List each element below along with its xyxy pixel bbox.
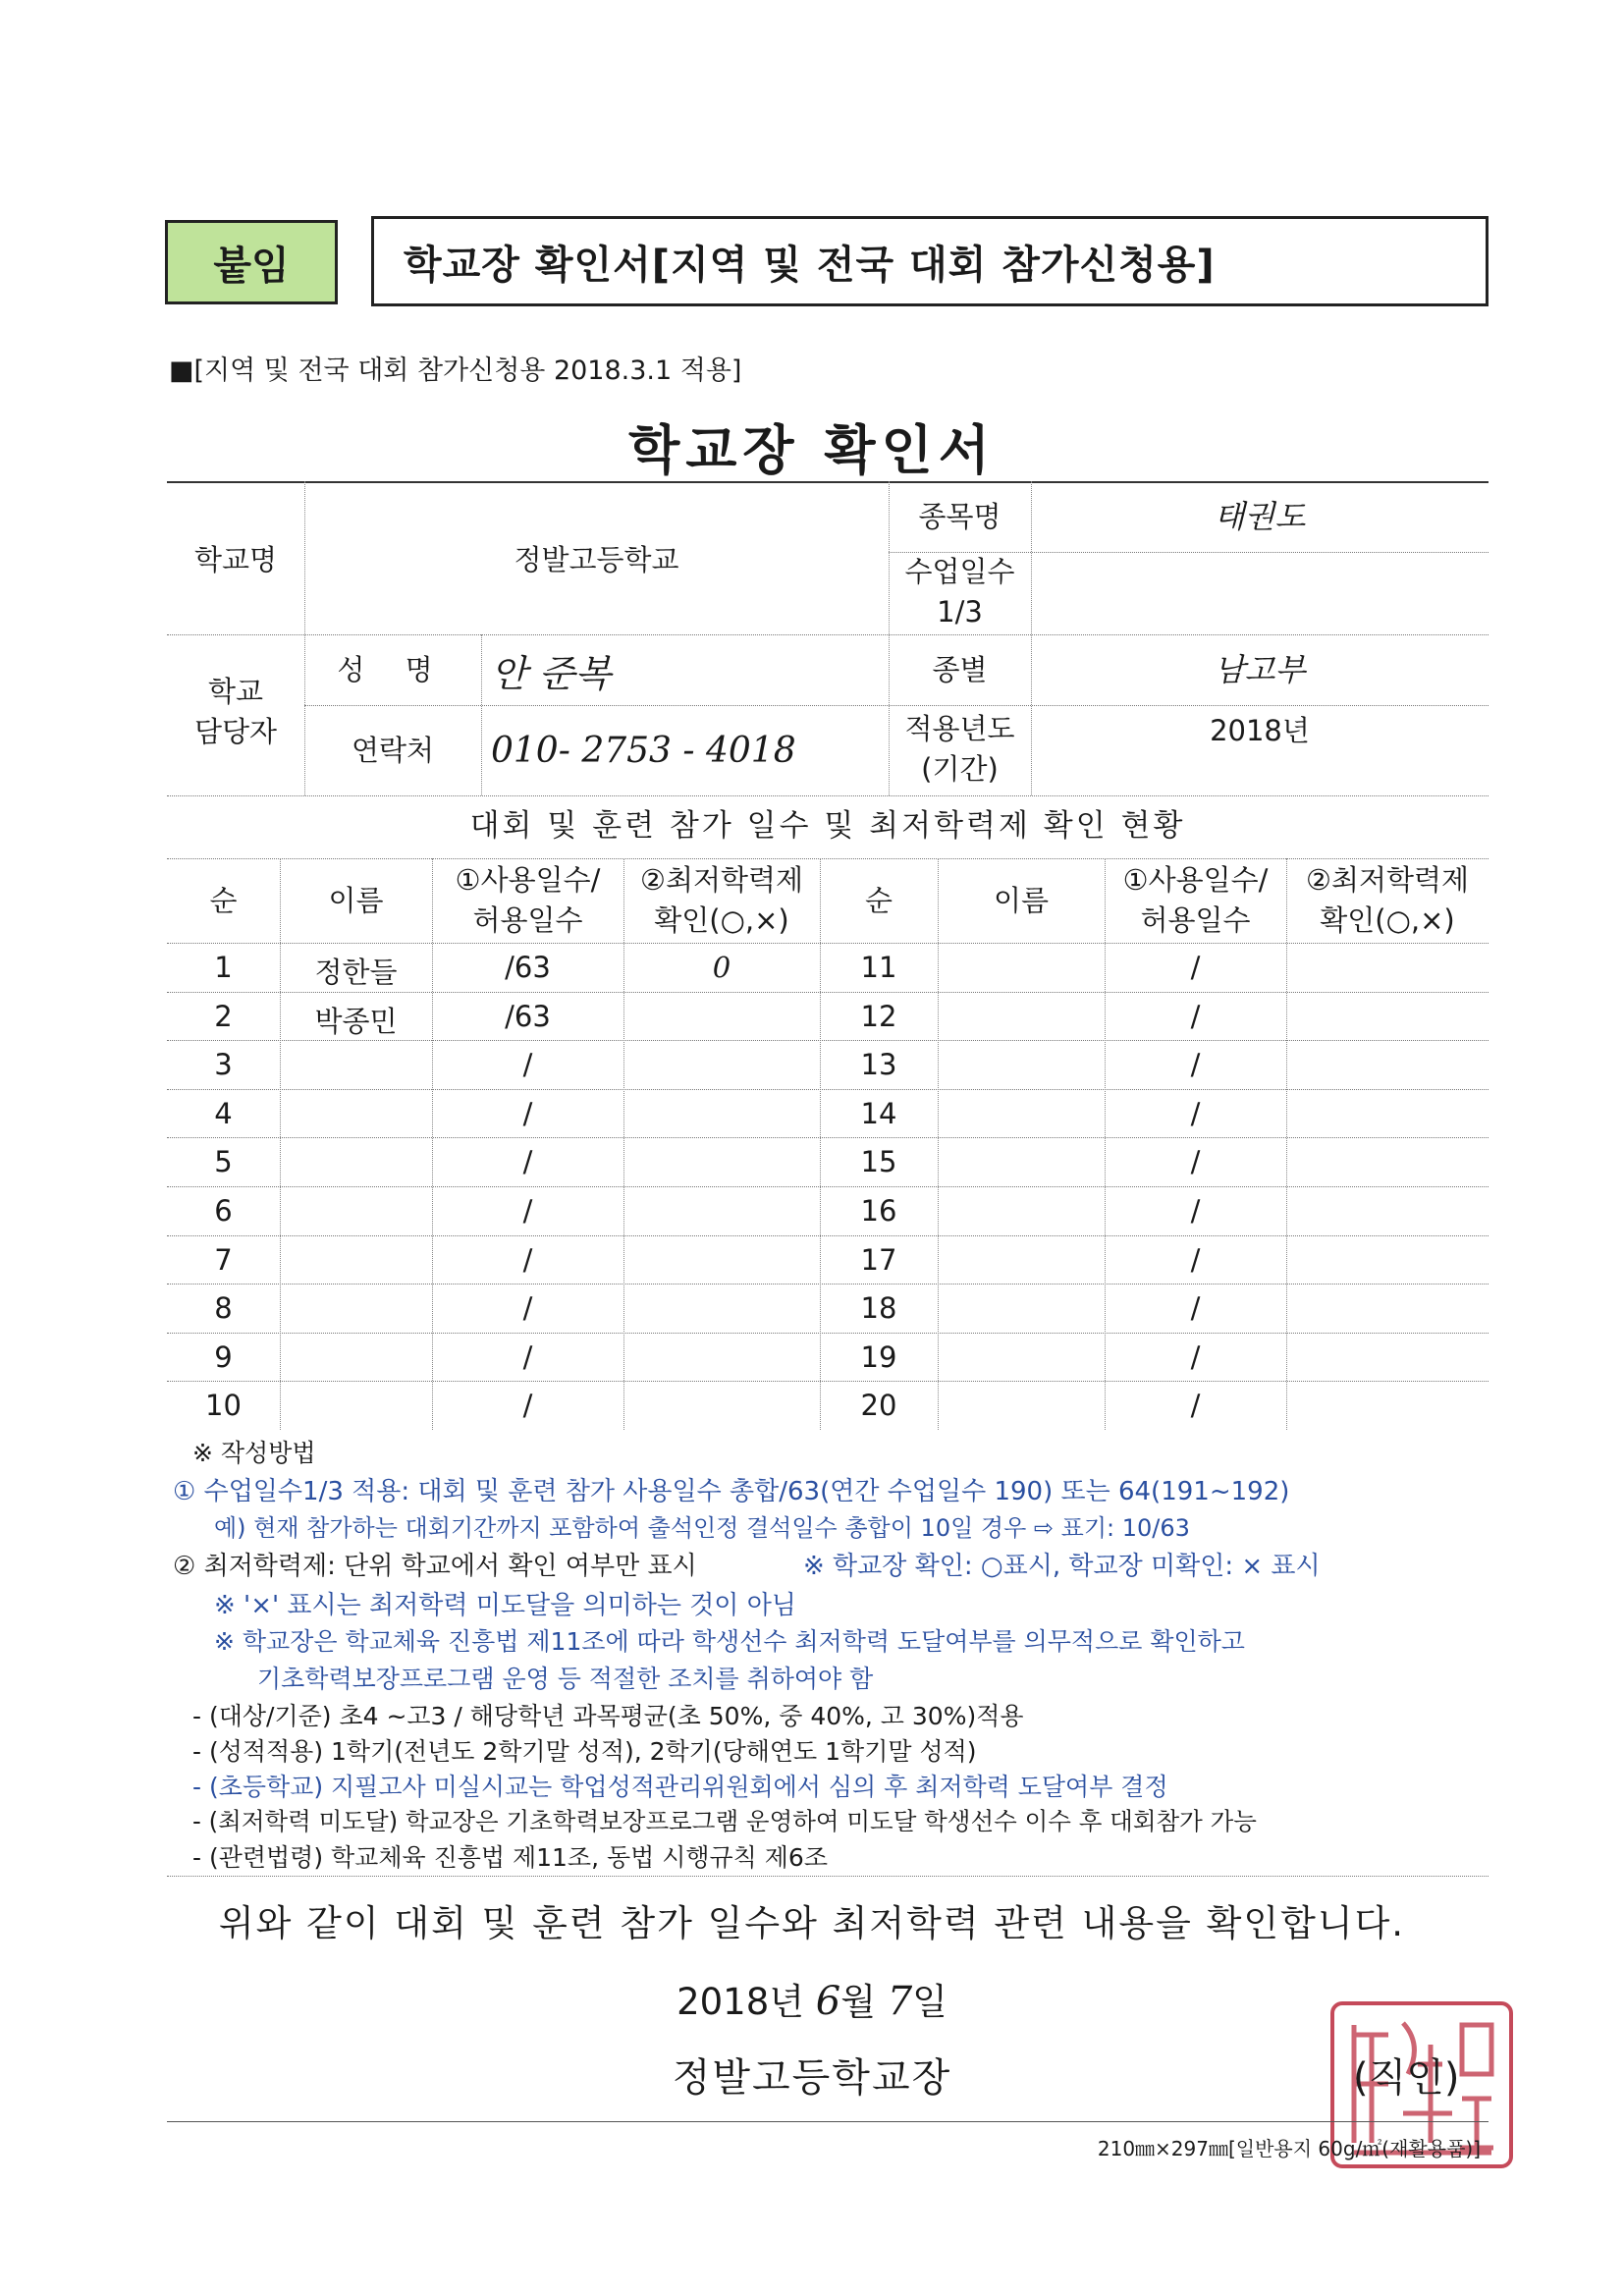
table-cell-days: /63	[505, 951, 551, 984]
table-vline	[1286, 858, 1287, 1430]
bullet-3: - (초등학교) 지필고사 미실시교는 학업성적관리위원회에서 심의 후 최저학력 도달여부 결정	[192, 1773, 1168, 1801]
table-cell-no: 15	[860, 1145, 897, 1179]
table-cell-days: /	[522, 1389, 533, 1423]
table-row-line	[167, 1040, 1489, 1041]
table-cell-no: 14	[860, 1096, 897, 1130]
table-cell-days: /	[522, 1339, 533, 1374]
col-header-check	[623, 860, 820, 940]
year-label-line2: (기간)	[921, 751, 999, 786]
col-header-days-line2: 허용일수	[472, 902, 583, 937]
table-cell-no: 1	[214, 951, 233, 984]
date-day: 7	[887, 1979, 913, 2024]
col-header-no-2: 순	[864, 884, 893, 917]
info-top-border	[167, 481, 1489, 483]
section-line	[167, 858, 1489, 859]
table-cell-days: /	[1190, 999, 1201, 1033]
table-cell-no: 18	[860, 1291, 897, 1326]
col-header-check-2	[1286, 860, 1489, 940]
table-row-line	[167, 992, 1489, 993]
bullet-2: - (성적적용) 1학기(전년도 2학기말 성적), 2학기(당해연도 1학기말 성적)	[192, 1737, 977, 1766]
note-1-example: 예) 현재 참가하는 대회기간까지 포함하여 출석인정 결석일수 총합이 10일 경우 ⇨ 표기: 10/63	[214, 1514, 1190, 1542]
category-value: 남고부	[1214, 651, 1306, 688]
category-label: 종별	[932, 653, 988, 686]
table-row-line	[167, 1137, 1489, 1138]
note-2: ② 최저학력제: 단위 학교에서 확인 여부만 표시	[173, 1552, 697, 1581]
note-3: ※ '×' 표시는 최저학력 미도달을 의미하는 것이 아님	[214, 1591, 796, 1620]
table-cell-no: 17	[860, 1242, 897, 1277]
staff-label-line2: 담당자	[193, 714, 278, 748]
notes-bottom-line	[167, 1876, 1489, 1877]
school-label: 학교명	[193, 543, 278, 576]
bullet-4: - (최저학력 미도달) 학교장은 기초학력보장프로그램 운영하여 미도달 학생선수 이수 후 대회참가 가능	[192, 1807, 1257, 1835]
table-cell-days: /	[522, 1242, 533, 1277]
table-cell-name: 박종민	[314, 1004, 398, 1038]
col-header-days-line1: ①사용일수/	[455, 863, 601, 897]
class-days-label-line1: 수업일수	[904, 555, 1015, 588]
date-month: 6	[815, 1979, 841, 2024]
table-cell-no: 16	[860, 1194, 897, 1228]
table-cell-no: 9	[214, 1339, 233, 1374]
paper-spec: 210㎜×297㎜[일반용지 60g/㎡(재활용품)]	[1097, 2137, 1481, 2160]
table-section-title: 대회 및 훈련 참가 일수 및 최저학력제 확인 현황	[469, 808, 1186, 844]
table-cell-days: /	[522, 1194, 533, 1228]
note-1: ① 수업일수1/3 적용: 대회 및 훈련 참가 사용일수 총합/63(연간 수업일수 190) 또는 64(191~192)	[173, 1477, 1290, 1506]
note-2-detail: ※ 학교장 확인: ○표시, 학교장 미확인: × 표시	[803, 1552, 1321, 1581]
table-vline	[623, 858, 624, 1430]
table-cell-no: 19	[860, 1339, 897, 1374]
footer-line	[167, 2121, 1489, 2122]
table-row-line	[167, 1381, 1489, 1382]
form-version: ■[지역 및 전국 대회 참가신청용 2018.3.1 적용]	[169, 355, 742, 386]
table-cell-no: 4	[214, 1096, 233, 1130]
col-header-days	[432, 860, 623, 940]
bullet-5: - (관련법령) 학교체육 진흥법 제11조, 동법 시행규칙 제6조	[192, 1843, 828, 1872]
table-cell-check: 0	[712, 951, 731, 984]
info-line	[304, 705, 890, 706]
table-cell-days: /	[522, 1145, 533, 1179]
table-cell-no: 12	[860, 999, 897, 1033]
year-label-line1: 적용년도	[904, 712, 1015, 745]
col-header-check-line1: ②최저학력제	[639, 863, 804, 897]
confirmation-statement: 위와 같이 대회 및 훈련 참가 일수와 최저학력 관련 내용을 확인합니다.	[218, 1902, 1406, 1944]
table-row-line	[167, 1186, 1489, 1187]
table-cell-days: /	[522, 1096, 533, 1130]
table-cell-days: /	[522, 1291, 533, 1326]
event-value: 태권도	[1214, 498, 1306, 535]
table-cell-no: 20	[860, 1389, 897, 1423]
info-line	[889, 705, 1489, 706]
date-month-unit: 월	[840, 1981, 876, 2023]
attachment-tag: 붙임	[165, 220, 338, 304]
col-header-days-2-line1: ①사용일수/	[1122, 863, 1269, 897]
table-cell-no: 11	[860, 951, 897, 984]
table-row-line	[167, 1235, 1489, 1236]
info-line	[167, 634, 1489, 635]
staff-label	[167, 672, 304, 751]
class-days-label-line2: 1/3	[937, 594, 983, 629]
table-vline	[280, 858, 281, 1430]
document-title: 학교장 확인서	[628, 419, 996, 481]
col-header-check-2-line1: ②최저학력제	[1305, 863, 1470, 897]
staff-label-line1: 학교	[207, 675, 264, 708]
col-header-days-2	[1105, 860, 1286, 940]
table-cell-days: /	[1190, 1048, 1201, 1082]
notes-heading: ※ 작성방법	[192, 1439, 316, 1467]
event-label: 종목명	[918, 500, 1001, 533]
table-cell-no: 2	[214, 999, 233, 1033]
table-cell-no: 3	[214, 1048, 233, 1082]
contact-label: 연락처	[351, 734, 435, 767]
school-value: 정발고등학교	[514, 543, 679, 576]
year-value: 2018년	[1210, 714, 1310, 747]
name-value: 안 준복	[491, 652, 612, 695]
table-cell-days: /	[1190, 1145, 1201, 1179]
table-cell-no: 7	[214, 1242, 233, 1277]
col-header-name-2: 이름	[993, 884, 1050, 917]
info-vline	[481, 634, 482, 795]
table-cell-days: /	[1190, 1242, 1201, 1277]
note-4: ※ 학교장은 학교체육 진흥법 제11조에 따라 학생선수 최저학력 도달여부를 의무적으로 확인하고	[214, 1627, 1245, 1656]
table-cell-no: 13	[860, 1048, 897, 1082]
col-header-check-line2: 확인(○,×)	[654, 902, 789, 937]
col-header-check-2-line2: 확인(○,×)	[1320, 902, 1455, 937]
table-cell-days: /	[1190, 1339, 1201, 1374]
col-header-name: 이름	[328, 884, 384, 917]
table-cell-no: 6	[214, 1194, 233, 1228]
table-vline	[938, 858, 939, 1430]
date-day-unit: 일	[912, 1981, 947, 2023]
table-cell-days: /63	[505, 999, 551, 1033]
table-row-line	[167, 1333, 1489, 1334]
table-row-line	[167, 1284, 1489, 1285]
date-year: 2018년	[677, 1981, 804, 2023]
col-header-no: 순	[209, 884, 238, 917]
table-cell-days: /	[1190, 951, 1201, 984]
table-cell-days: /	[522, 1048, 533, 1082]
class-days-label	[889, 552, 1031, 631]
name-label: 성 명	[337, 653, 449, 686]
table-cell-days: /	[1190, 1096, 1201, 1130]
table-header-line	[167, 943, 1489, 944]
table-cell-name: 정한들	[314, 956, 398, 989]
note-4-cont: 기초학력보장프로그램 운영 등 적절한 조치를 취하여야 함	[257, 1665, 874, 1693]
table-cell-days: /	[1190, 1291, 1201, 1326]
table-cell-no: 10	[205, 1389, 242, 1423]
header-title: 학교장 확인서[지역 및 전국 대회 참가신청용]	[371, 216, 1489, 306]
table-cell-no: 5	[214, 1145, 233, 1179]
table-cell-days: /	[1190, 1194, 1201, 1228]
contact-value: 010- 2753 - 4018	[491, 731, 796, 771]
col-header-days-2-line2: 허용일수	[1140, 902, 1251, 937]
table-cell-days: /	[1190, 1389, 1201, 1423]
table-cell-no: 8	[214, 1291, 233, 1326]
info-line	[167, 795, 1489, 796]
seal-label: (직인)	[1353, 2055, 1460, 2101]
principal-signature: 정발고등학교장	[672, 2055, 952, 2101]
table-row-line	[167, 1089, 1489, 1090]
year-label	[889, 709, 1031, 789]
bullet-1: - (대상/기준) 초4 ~고3 / 해당학년 과목평균(초 50%, 중 40%, 고 30%)적용	[192, 1702, 1024, 1730]
